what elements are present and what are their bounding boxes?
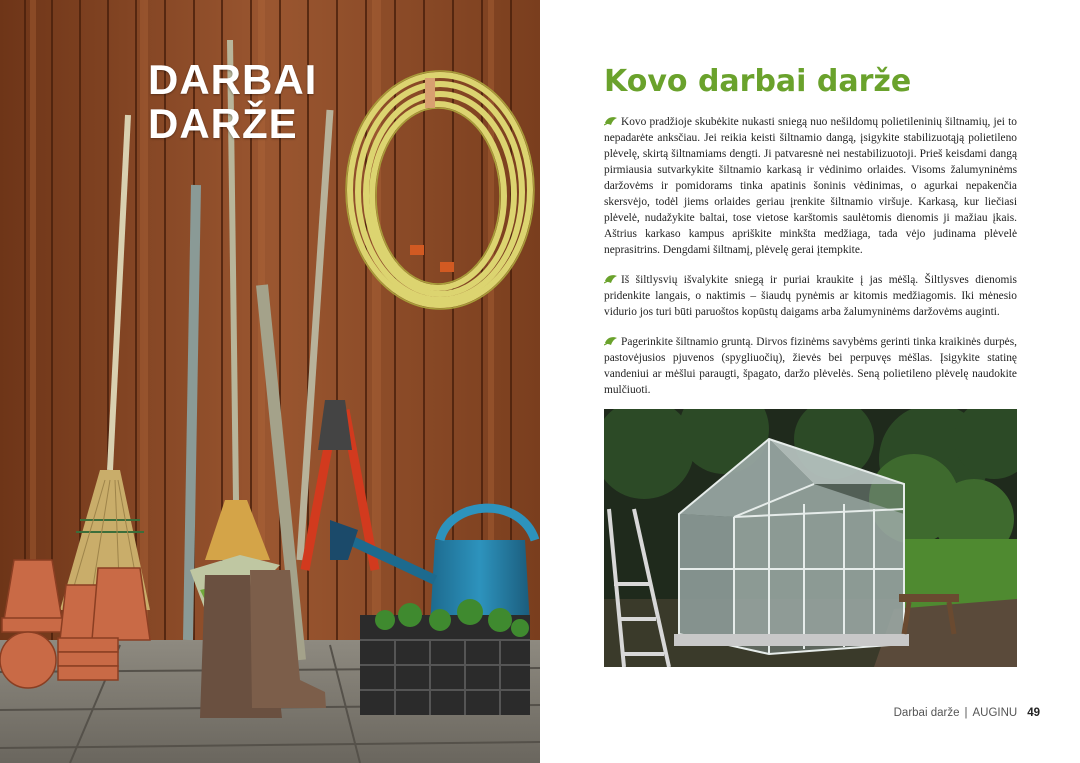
paragraph-3	[604, 334, 1017, 398]
photo-title-line-1: DARBAI	[148, 56, 318, 103]
page-heading: Kovo darbai darže	[604, 64, 912, 99]
leaf-bullet-icon	[604, 116, 618, 126]
page-footer	[894, 707, 1040, 719]
leaf-bullet-icon	[604, 274, 618, 284]
page-number: 49	[1027, 707, 1040, 719]
greenhouse-illustration	[604, 409, 1017, 667]
photo-title-line-2: DARŽE	[148, 100, 298, 147]
paragraph-1-text: Kovo pradžioje skubėkite nukasti sniegą nuo nešildomų polietileninių šiltnamių, jei to nepadarėte anksčiau. Jei reikia keisti šiltnamio dangą, įsigykite stabilizuotąją polietileno plėvelę, skirtą šiltnamiams dengti. Ji patvaresnė nei nestabilizuotoji. Prieš keisdami dangą pirmiausia sutvarkykite šiltnamio karkasą ir vėdinimo orlaides. Visoms žalumyninėms daržovėms ir pomidorams tinka apatinis šoninis vėdinimas, o agurkai nepakenčia skersvėjo, todėl jiems orlaides geriau įrenkite šiltnamio viršuje. Karkasą, kur liečiasi plėvelė, nudažykite baltai, tose vietose karštomis saulėtomis dienomis ji mažiau įkais. Aštrius karkaso kampus apriškite minkšta medžiaga, tada vėjo judinama plėvelė neprasitrins. Dengdami šiltnamį, plėvelę gerai įtempkite.	[604, 116, 1017, 256]
paragraph-2	[604, 272, 1017, 320]
greenhouse-photo	[604, 409, 1017, 667]
footer-separator: |	[964, 707, 968, 719]
leaf-bullet-icon	[604, 336, 618, 346]
photo-title	[148, 58, 317, 146]
text-page	[540, 0, 1080, 763]
paragraph-1	[604, 114, 1017, 258]
footer-chapter: AUGINU	[972, 707, 1018, 719]
footer-section: Darbai darže	[893, 707, 960, 719]
paragraph-list	[604, 114, 1017, 412]
paragraph-2-text: Iš šiltlysvių išvalykite sniegą ir puriai kraukite į jas mėšlą. Šiltlysves dienomis pridenkite langais, o naktimis – šiaudų pynėmis ar kitomis medžiagomis. Iki mėnesio vidurio jos turi būti paruoštos kopūstų daigams arba žalumyninėms daržovėms auginti.	[604, 274, 1017, 318]
paragraph-3-text: Pagerinkite šiltnamio gruntą. Dirvos fizinėms savybėms gerinti tinka kraikinės durpės, pastovėjusios pjuvenos (spygliuočių), žievės bei perpuvęs mėšlas. Įsigykite statinę vandeniui ar mėšlui paraugti, špagato, daržo plėvelės. Seną polietileno plėvelę naudokite mulčiuoti.	[604, 336, 1017, 396]
